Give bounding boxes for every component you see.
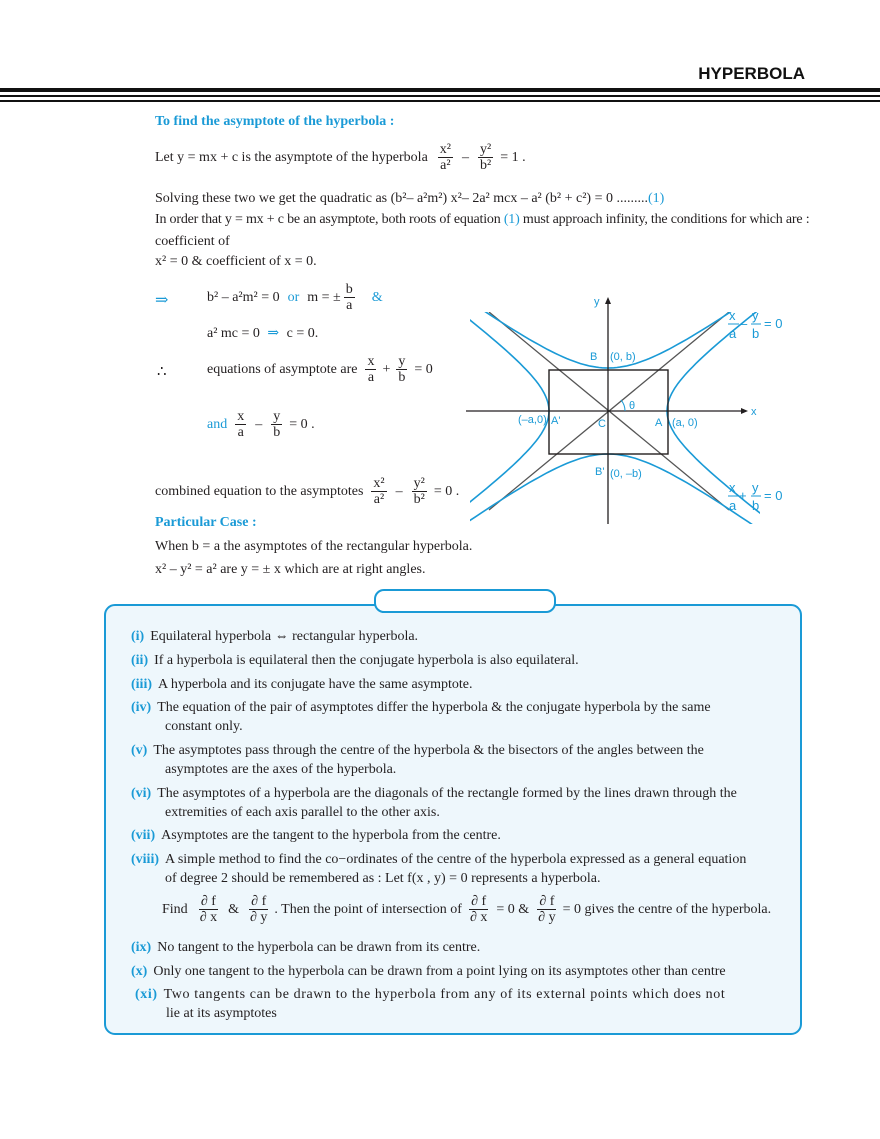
- label-equals: = 0: [764, 316, 783, 331]
- section-heading: To find the asymptote of the hyperbola :: [155, 114, 395, 129]
- therefore-symbol: ∴: [157, 364, 167, 380]
- denominator: a: [237, 425, 244, 440]
- label-equals: = 0: [764, 488, 783, 503]
- equation-rhs: = 1 .: [500, 149, 526, 165]
- note-item: [131, 962, 797, 981]
- hyperbola-diagram: [460, 290, 800, 530]
- equation-text: b² – a²m² = 0: [207, 289, 280, 305]
- denominator: a²: [373, 492, 385, 507]
- header-rule: [0, 100, 880, 102]
- note-text: If a hyperbola is equilateral then the conjugate hyperbola is also equilateral.: [154, 653, 579, 668]
- label-denominator: b: [752, 498, 760, 513]
- hyperbola-branch: [460, 290, 549, 530]
- asymptote-equation: [207, 409, 315, 440]
- label-denominator: a: [729, 498, 737, 513]
- vertex-label: B': [595, 466, 605, 478]
- note-text: A hyperbola and its conjugate have the same asymptote.: [158, 677, 473, 692]
- note-item: [131, 850, 797, 888]
- fraction: [248, 894, 269, 925]
- numerator: y²: [479, 142, 492, 157]
- find-word: Find: [162, 901, 188, 917]
- implies-arrow: ⇒: [267, 326, 280, 341]
- notes-box-tab: [374, 589, 556, 613]
- let-text: Let y = mx + c is the asymptote of the hyperbola: [155, 149, 428, 165]
- vertex-coordinate: (–a,0): [518, 414, 547, 426]
- condition-text: must approach infinity, the conditions for which are :: [522, 212, 810, 227]
- note-continuation: lie at its asymptotes: [166, 1006, 277, 1021]
- fraction: [371, 476, 386, 507]
- numerator: x²: [373, 476, 385, 491]
- fraction: [344, 282, 355, 313]
- equation-rhs: = 0: [414, 361, 433, 377]
- vertex-coordinate: (0, b): [610, 351, 636, 363]
- note-text: No tangent to the hyperbola can be drawn from its centre.: [157, 940, 481, 955]
- fraction: [478, 142, 493, 173]
- note-text: Equilateral hyperbola ⇔ rectangular hyperbola.: [150, 629, 419, 644]
- fraction: [536, 894, 557, 925]
- equation-text: m = ±: [307, 289, 341, 305]
- equation-ref: (1): [647, 191, 665, 206]
- centre-label: C: [598, 418, 606, 430]
- numerator: ∂ f: [539, 894, 555, 909]
- header-rule: [0, 95, 880, 97]
- label-denominator: a: [729, 326, 737, 341]
- equation-text: c = 0.: [286, 326, 319, 341]
- note-text: Asymptotes are the tangent to the hyperbola from the centre.: [161, 828, 501, 843]
- note-item: [131, 698, 797, 736]
- numerator: x²: [439, 142, 451, 157]
- fraction: [438, 142, 453, 173]
- equation-rhs: = 0 .: [289, 416, 315, 432]
- note-text: The asymptotes pass through the centre of the hyperbola & the bisectors of the angles between the: [153, 743, 704, 758]
- vertex-coordinate: (a, 0): [672, 417, 698, 429]
- note-label: (v): [131, 743, 148, 758]
- note-label: (iii): [131, 677, 152, 692]
- find-text: = 0 &: [496, 901, 530, 917]
- x-axis-label: x: [751, 406, 757, 418]
- denominator: a: [346, 298, 353, 313]
- implies-symbol: ⇒: [155, 292, 169, 309]
- page-title: HYPERBOLA: [698, 64, 805, 83]
- y-axis-arrow-icon: [605, 297, 611, 304]
- denominator: a²: [440, 158, 451, 173]
- denominator: b²: [413, 492, 425, 507]
- combined-equation: [155, 476, 459, 507]
- label-operator: –: [740, 316, 748, 331]
- denominator: b²: [479, 158, 492, 173]
- numerator: ∂ f: [200, 894, 216, 909]
- label-numerator: x: [729, 308, 736, 323]
- x-axis-arrow-icon: [741, 408, 748, 414]
- particular-case-line: x² – y² = a² are y = ± x which are at right angles.: [155, 562, 426, 577]
- ampersand: &: [228, 901, 239, 917]
- label-numerator: x: [729, 480, 736, 495]
- note-item: [131, 784, 797, 822]
- note-label: (x): [131, 964, 148, 979]
- particular-case-line: When b = a the asymptotes of the rectangular hyperbola.: [155, 539, 473, 554]
- denominator: ∂ y: [538, 910, 556, 925]
- denominator: b: [273, 425, 281, 440]
- vertex-coordinate: (0, –b): [610, 468, 642, 480]
- numerator: ∂ f: [251, 894, 267, 909]
- numerator: x: [237, 409, 245, 424]
- numerator: ∂ f: [471, 894, 487, 909]
- note-item: [131, 627, 797, 646]
- note-label: (i): [131, 629, 145, 644]
- condition-text: In order that y = mx + c be an asymptote, both roots of equation: [155, 212, 501, 227]
- header-rule: [0, 88, 880, 92]
- vertex-label: A: [655, 417, 663, 429]
- condition-line: [155, 211, 809, 229]
- note-item: [131, 741, 797, 779]
- asymptote-equation: [207, 354, 433, 385]
- note-label: (viii): [131, 852, 159, 867]
- fraction: [412, 476, 427, 507]
- equation-text: combined equation to the asymptotes: [155, 483, 364, 499]
- note-text: Only one tangent to the hyperbola can be drawn from a point lying on its asymptotes other than centre: [153, 964, 726, 979]
- operator: –: [255, 416, 263, 432]
- denominator: ∂ x: [469, 910, 488, 925]
- note-label: (vii): [131, 828, 156, 843]
- equation-ref: (1): [503, 212, 520, 227]
- operator: –: [395, 483, 403, 499]
- note-label: (ii): [131, 653, 149, 668]
- denominator: b: [398, 370, 406, 385]
- denominator: ∂ x: [199, 910, 218, 925]
- note-text: The asymptotes of a hyperbola are the diagonals of the rectangle formed by the lines drawn through the: [157, 786, 737, 801]
- y-axis-label: y: [594, 296, 600, 308]
- note-continuation: constant only.: [165, 719, 243, 734]
- numerator: y: [398, 354, 406, 369]
- let-line: [155, 142, 526, 173]
- fraction: [271, 409, 282, 440]
- note-continuation: of degree 2 should be remembered as : Let f(x , y) = 0 represents a hyperbola.: [165, 871, 601, 886]
- fraction: [468, 894, 489, 925]
- note-text: Two tangents can be drawn to the hyperbola from any of its external points which does not: [163, 987, 726, 1002]
- particular-case-heading: Particular Case :: [155, 515, 257, 530]
- equation-text: equations of asymptote are: [207, 361, 358, 377]
- fraction: [396, 354, 407, 385]
- ampersand: &: [371, 289, 383, 305]
- angle-arc: [621, 400, 625, 411]
- condition-line: coefficient of: [155, 234, 230, 249]
- numerator: b: [345, 282, 353, 297]
- note-label: (vi): [131, 786, 152, 801]
- numerator: y²: [413, 476, 425, 491]
- label-numerator: y: [752, 308, 759, 323]
- solving-line: [155, 190, 664, 208]
- note-continuation: extremities of each axis parallel to the other axis.: [165, 805, 440, 820]
- vertex-label: B: [590, 351, 598, 363]
- find-line: [162, 894, 771, 925]
- note-label: (iv): [131, 700, 152, 715]
- and-word: and: [207, 416, 228, 432]
- condition-equation: [207, 325, 318, 343]
- note-label: (xi): [135, 987, 158, 1002]
- note-continuation: asymptotes are the axes of the hyperbola.: [165, 762, 397, 777]
- note-item: [131, 826, 797, 845]
- label-operator: +: [739, 488, 747, 503]
- note-item: [131, 675, 797, 694]
- find-text: . Then the point of intersection of: [274, 901, 462, 917]
- equation-rhs: = 0 .: [433, 483, 460, 499]
- condition-line: x² = 0 & coefficient of x = 0.: [155, 254, 317, 269]
- find-text: = 0 gives the centre of the hyperbola.: [562, 901, 772, 917]
- denominator: ∂ y: [250, 910, 268, 925]
- label-numerator: y: [752, 480, 759, 495]
- note-item: [131, 938, 797, 957]
- condition-equation: [207, 282, 383, 313]
- fraction: [198, 894, 219, 925]
- vertex-label: A': [551, 415, 561, 427]
- angle-label: θ: [629, 400, 636, 412]
- fraction: [235, 409, 246, 440]
- numerator: y: [273, 409, 281, 424]
- note-item: [135, 985, 801, 1023]
- note-label: (ix): [131, 940, 152, 955]
- label-denominator: b: [752, 326, 760, 341]
- fraction: [365, 354, 376, 385]
- note-text: A simple method to find the co−ordinates of the centre of the hyperbola expressed as a general equation: [165, 852, 747, 867]
- numerator: x: [367, 354, 375, 369]
- minus-sign: –: [461, 149, 469, 165]
- solving-text: Solving these two we get the quadratic as (b²– a²m²) x²– 2a² mcx – a² (b² + c²) = 0 .........: [155, 191, 648, 206]
- note-item: [131, 651, 797, 670]
- note-text: The equation of the pair of asymptotes differ the hyperbola & the conjugate hyperbola by the same: [157, 700, 711, 715]
- equation-text: a² mc = 0: [207, 326, 260, 341]
- operator: +: [382, 361, 391, 377]
- or-word: or: [287, 289, 300, 305]
- denominator: a: [367, 370, 375, 385]
